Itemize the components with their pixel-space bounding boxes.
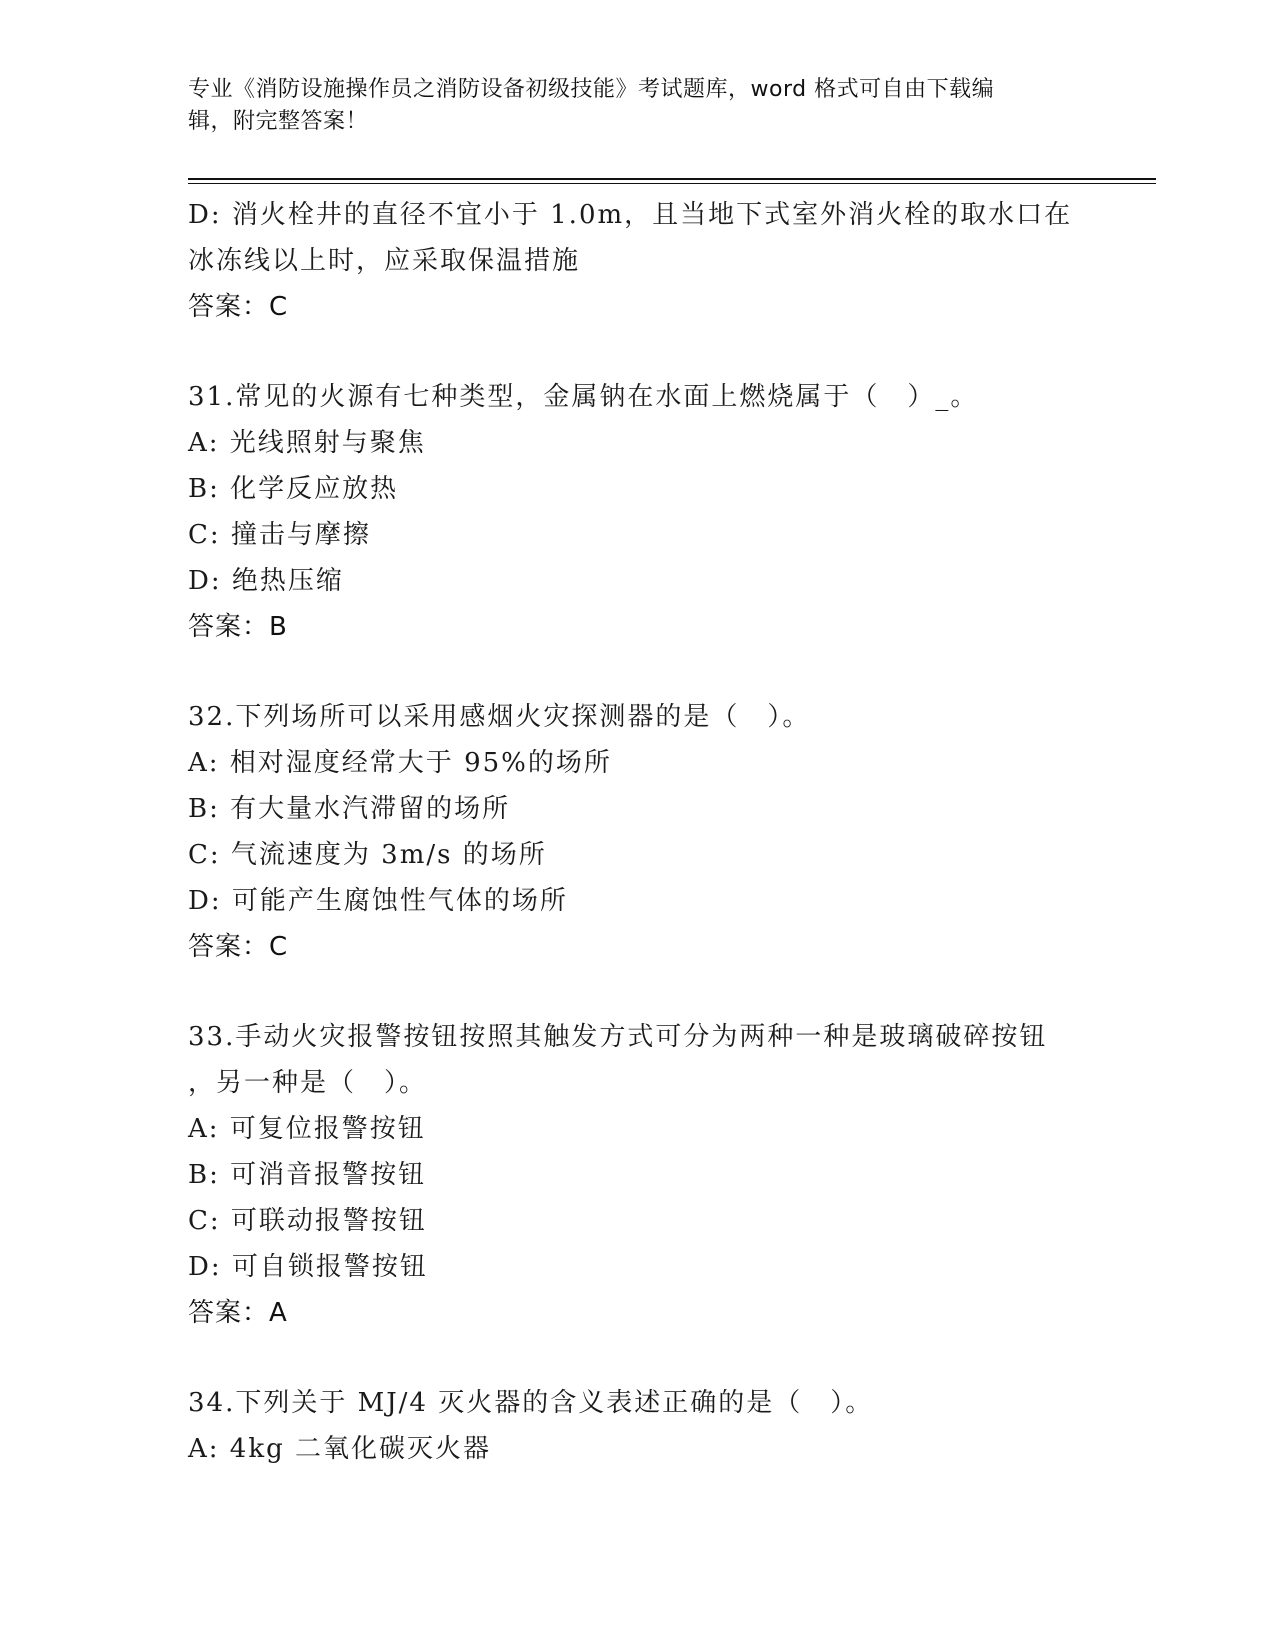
option-b: B: 化学反应放热 (188, 474, 399, 504)
option-b: B: 有大量水汽滞留的场所 (188, 794, 511, 824)
option-a: A: 4kg 二氧化碳灭火器 (188, 1434, 492, 1464)
option-c: C: 撞击与摩擦 (188, 520, 371, 550)
option-d-line-2: 冰冻线以上时，应采取保温措施 (188, 246, 581, 276)
header-rule-thick (188, 178, 1156, 180)
option-a: A: 光线照射与聚焦 (188, 428, 426, 458)
header-line-1: 专业《消防设施操作员之消防设备初级技能》考试题库，word 格式可自由下载编 (188, 77, 995, 102)
answer-line: 答案：C (188, 932, 289, 962)
question-stem: 34.下列关于 MJ/4 灭火器的含义表述正确的是（ ）。 (188, 1388, 874, 1418)
question-32 (188, 694, 1088, 970)
spacer (188, 650, 1088, 694)
document-header (188, 74, 1078, 138)
question-stem-line-2: ，另一种是（ ）。 (188, 1068, 428, 1098)
question-stem-line-1: 33.手动火灾报警按钮按照其触发方式可分为两种一种是玻璃破碎按钮 (188, 1022, 1048, 1052)
answer-line: 答案：A (188, 1298, 288, 1328)
option-c: C: 气流速度为 3m/s 的场所 (188, 840, 547, 870)
question-33 (188, 1014, 1088, 1336)
question-34 (188, 1380, 1088, 1472)
question-stem: 31.常见的火源有七种类型，金属钠在水面上燃烧属于（ ）_。 (188, 382, 979, 412)
spacer (188, 970, 1088, 1014)
spacer (188, 330, 1088, 374)
header-line-2: 辑，附完整答案！ (188, 109, 369, 134)
question-31 (188, 374, 1088, 650)
answer-line: 答案：C (188, 292, 289, 322)
option-a: A: 相对湿度经常大于 95%的场所 (188, 748, 612, 778)
option-b: B: 可消音报警按钮 (188, 1160, 427, 1190)
option-d: D: 绝热压缩 (188, 566, 344, 596)
option-d: D: 可自锁报警按钮 (188, 1252, 428, 1282)
prev-question-block (188, 192, 1088, 330)
option-d: D: 可能产生腐蚀性气体的场所 (188, 886, 568, 916)
answer-line: 答案：B (188, 612, 288, 642)
question-stem: 32.下列场所可以采用感烟火灾探测器的是（ ）。 (188, 702, 811, 732)
option-d-line-1: D: 消火栓井的直径不宜小于 1.0m，且当地下式室外消火栓的取水口在 (188, 200, 1073, 230)
option-c: C: 可联动报警按钮 (188, 1206, 427, 1236)
question-content (188, 192, 1088, 1472)
spacer (188, 1336, 1088, 1380)
header-rule-thin (188, 183, 1156, 184)
option-a: A: 可复位报警按钮 (188, 1114, 426, 1144)
